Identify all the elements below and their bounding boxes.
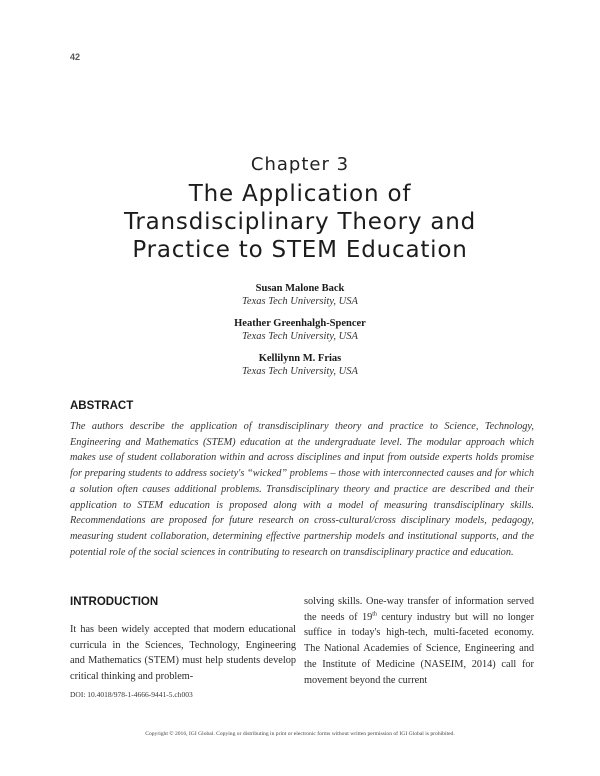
author-entry xyxy=(0,317,600,343)
author-entry xyxy=(0,352,600,378)
abstract-text: The authors describe the application of transdisciplinary theory and practice to Science, Technology, Engineering and Mathematics (STEM) education at the undergraduate level. The modular approach which makes use of student collaboration within and across disciplines and input from outside experts holds promise for preparing students to address society's “wicked” problems – those with interconnected causes and for which a solution often causes additional problems. Transdisciplinary theory and practice are described and their application to STEM education is proposed along with a model of measuring transdisciplinary skills. Recommendations are proposed for future research on cross-cultural/cross disciplinary models, pedagogy, measuring student collaboration, determining effective partnership models and institutional supports, and the potential role of the social sciences in contributing to research on transdisciplinary practice and education. xyxy=(70,421,534,558)
chapter-title-line-1: The Application of xyxy=(188,181,412,207)
doi: DOI: 10.4018/978-1-4666-9441-5.ch003 xyxy=(70,690,193,699)
intro-right-text-1: solving skills. One-way transfer of information served the needs of 19 xyxy=(304,596,534,623)
chapter-label: Chapter 3 xyxy=(250,154,350,175)
author-affiliation: Texas Tech University, USA xyxy=(242,296,358,307)
copyright-notice: Copyright © 2016, IGI Global. Copying or distributing in print or electronic forms without written permission of IGI Global is prohibited. xyxy=(145,731,455,737)
introduction-heading: INTRODUCTION xyxy=(70,596,159,608)
introduction-left-column: It has been widely accepted that modern educational curricula in the Sciences, Technology, Engineering and Mathematics (STEM) must help students develop critical thinking and problem- xyxy=(70,624,296,683)
introduction-right-column xyxy=(304,594,534,688)
author-affiliation: Texas Tech University, USA xyxy=(242,366,358,377)
author-name: Kellilynn M. Frias xyxy=(258,353,342,364)
author-list xyxy=(0,282,600,387)
author-name: Heather Greenhalgh-Spencer xyxy=(234,318,366,329)
chapter-title-line-3: Practice to STEM Education xyxy=(132,237,468,263)
page-number: 42 xyxy=(70,52,81,62)
intro-right-text-2: century industry but will no longer suffice in today's high-tech, multi-faceted economy. The National Academies of Science, Engineering and the Institute of Medicine (NASEIM, 2014) call for movement beyond the current xyxy=(304,611,535,686)
author-affiliation: Texas Tech University, USA xyxy=(242,331,358,342)
chapter-title xyxy=(0,180,600,264)
abstract-heading: ABSTRACT xyxy=(70,400,134,412)
ordinal-superscript: th xyxy=(372,611,377,618)
author-name: Susan Malone Back xyxy=(255,283,345,294)
chapter-title-line-2: Transdisciplinary Theory and xyxy=(123,209,477,235)
author-entry xyxy=(0,282,600,308)
